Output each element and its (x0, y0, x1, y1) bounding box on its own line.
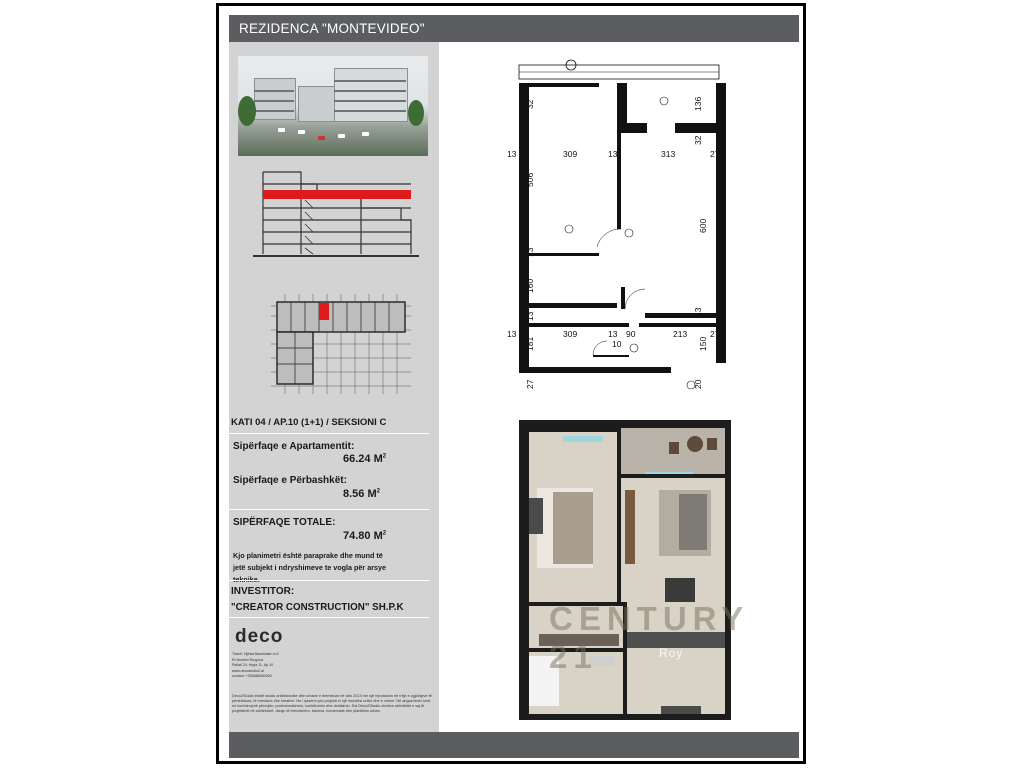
area-apartment-label: Sipërfaqe e Apartamentit: (233, 441, 355, 452)
dim-label: 27 (710, 329, 720, 339)
dim-label: 309 (563, 149, 578, 159)
dim-label: 13 (525, 311, 535, 321)
dim-label: 136 (693, 96, 703, 111)
dim-label: 10 (612, 339, 622, 349)
watermark-agent: Roy (659, 646, 684, 660)
dim-label: 313 (661, 149, 676, 159)
studio-address: Tiranë, Njësia Bashkiake nr.5 Rr.Ibrahim Rrugova Pallati 24, Hyrja 11, Ap.10 www.decostudio2.al contact: +355686060069 (232, 652, 279, 678)
highlighted-apartment (319, 303, 329, 320)
investor-label: INVESTITOR: (231, 586, 295, 597)
footer-bar (229, 732, 799, 758)
dim-label: 13 (693, 307, 703, 317)
building-photo (238, 56, 428, 156)
brochure-sheet (216, 3, 806, 764)
studio-about: Deco2Studio është studio arkitektonike dhe urbane e themeluar në vitin 2013 me një reputacion në rritje e zgjidhjeve të përshtatura, të mendura dhe kreative. Ne i qasemi çdo projekti si një mundësi unike dhe e vetme. Në angazhimin tonë, ne kombinojmë përvojën, profesionalizmin, kushtëzimin dhe dedikimin. Sot Deco2Studio zhvillon aktivitetet e saj të projektimit në arkitekturë, dizajn të brendshëm, banesa, komerciale dhe planifikim urban. (232, 694, 432, 713)
dim-label: 506 (525, 172, 535, 187)
divider (229, 617, 429, 618)
dim-label: 90 (626, 329, 636, 339)
deco-logo: deco (235, 626, 284, 647)
dim-label: 213 (673, 329, 688, 339)
area-common-label: Sipërfaqe e Përbashkët: (233, 475, 347, 486)
dim-label: 32 (693, 135, 703, 145)
apartment-label: KATI 04 / AP.10 (1+1) / SEKSIONI C (231, 417, 387, 428)
dim-label: 160 (525, 278, 535, 293)
divider (229, 580, 429, 581)
floor-site-plan (271, 294, 411, 394)
technical-floor-plan (509, 61, 729, 391)
dim-label: 13 (507, 149, 517, 159)
dim-label: 13 (608, 329, 618, 339)
dim-label: 20 (693, 379, 703, 389)
dim-label: 13 (525, 247, 535, 257)
building-section-drawing (251, 170, 421, 270)
furnished-render-plan (509, 416, 739, 726)
disclaimer-note: Kjo planimetri është paraprake dhe mund të jetë subjekt i ndryshimeve te vogla për arsye (233, 551, 387, 572)
area-common-value: 8.56 $M^2$ (343, 488, 380, 500)
dim-label: 181 (525, 336, 535, 351)
divider (229, 509, 429, 510)
investor-name: "CREATOR CONSTRUCTION" SH.P.K (231, 602, 404, 613)
divider (229, 433, 429, 434)
area-total-value: 74.80 $M^2$ (343, 530, 387, 542)
dim-label: 27 (710, 149, 720, 159)
dim-label: 32 (525, 99, 535, 109)
watermark: CENTURY 21 (549, 600, 749, 675)
dim-label: 309 (563, 329, 578, 339)
page-title: REZIDENCA "MONTEVIDEO" (229, 15, 799, 42)
dim-label: 150 (698, 336, 708, 351)
highlighted-floor (263, 190, 411, 199)
info-sidebar (229, 42, 439, 732)
dim-label: 13 (608, 149, 618, 159)
area-apartment-value: 66.24 $M^2$ (343, 453, 387, 465)
dim-label: 27 (525, 379, 535, 389)
area-total-label: SIPËRFAQE TOTALE: (233, 517, 336, 528)
dim-label: 13 (507, 329, 517, 339)
dim-label: 600 (698, 218, 708, 233)
